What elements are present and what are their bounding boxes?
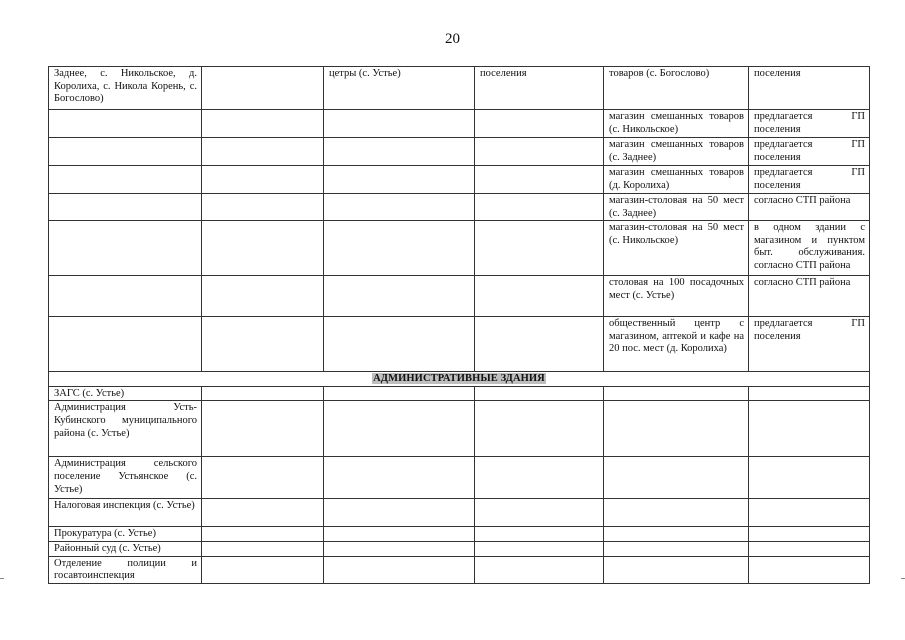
table-cell	[202, 110, 324, 138]
table-cell	[202, 457, 324, 499]
table-row	[49, 386, 870, 401]
table-cell	[49, 138, 202, 166]
table-cell: магазин-столовая на 50 мест (с. Заднее)	[604, 194, 749, 221]
table-cell	[604, 499, 749, 527]
table-cell	[324, 541, 475, 556]
table-cell: общественный центр с магазином, аптекой и кафе на 20 пос. мест (д. Королиха)	[604, 317, 749, 372]
table-cell	[324, 276, 475, 317]
table-cell	[475, 527, 604, 542]
table-section	[49, 372, 870, 387]
table-cell	[604, 401, 749, 457]
table-cell	[324, 401, 475, 457]
table-cell	[475, 166, 604, 194]
table-cell: предлагается ГП поселения	[749, 138, 870, 166]
table-cell: Заднее, с. Никольское, д. Королиха, с. Никола Корень, с. Богослово)	[49, 67, 202, 110]
table-row	[49, 401, 870, 457]
table-row	[49, 67, 870, 110]
table-cell: Администрация Усть-Кубинского муниципального района (с. Устье)	[49, 401, 202, 457]
facilities-table	[48, 66, 870, 584]
table-cell: магазин-столовая на 50 мест (с. Никольское)	[604, 221, 749, 276]
table-row	[49, 527, 870, 542]
table-cell: предлагается ГП поселения	[749, 166, 870, 194]
table-cell	[604, 527, 749, 542]
table-cell: товаров (с. Богослово)	[604, 67, 749, 110]
table-row	[49, 110, 870, 138]
table-cell: столовая на 100 посадочных мест (с. Устье)	[604, 276, 749, 317]
table-cell: Администрация сельского поселение Устьянское (с. Устье)	[49, 457, 202, 499]
section-title: АДМИНИСТРАТИВНЫЕ ЗДАНИЯ	[373, 373, 545, 385]
table-cell	[324, 457, 475, 499]
section-row	[49, 372, 870, 387]
table-cell	[49, 276, 202, 317]
table-row	[49, 541, 870, 556]
table-row	[49, 221, 870, 276]
table-row	[49, 166, 870, 194]
table-cell: магазин смешанных товаров (д. Королиха)	[604, 166, 749, 194]
table-cell	[604, 457, 749, 499]
table-cell	[475, 276, 604, 317]
table-cell	[475, 457, 604, 499]
table-cell	[324, 386, 475, 401]
table-cell	[749, 527, 870, 542]
table-cell: Отделение полиции и госавтоинспекция	[49, 556, 202, 583]
table-cell: поселения	[749, 67, 870, 110]
table-cell	[202, 317, 324, 372]
table-cell	[475, 386, 604, 401]
table-cell	[749, 401, 870, 457]
table-cell	[202, 67, 324, 110]
table-cell	[324, 194, 475, 221]
table-row	[49, 499, 870, 527]
table-cell: согласно СТП района	[749, 276, 870, 317]
page-number: 20	[445, 31, 460, 47]
margin-mark-left	[0, 578, 4, 579]
table-cell	[604, 386, 749, 401]
table-cell	[202, 401, 324, 457]
table-cell	[202, 138, 324, 166]
table-row	[49, 317, 870, 372]
table-cell	[324, 110, 475, 138]
table-cell: Прокуратура (с. Устье)	[49, 527, 202, 542]
table-cell	[749, 556, 870, 583]
table-cell	[202, 166, 324, 194]
table-cell: предлагается ГП поселения	[749, 110, 870, 138]
table-row	[49, 276, 870, 317]
table-cell: Районный суд (с. Устье)	[49, 541, 202, 556]
table-cell: магазин смешанных товаров (с. Никольское)	[604, 110, 749, 138]
table-cell	[324, 499, 475, 527]
table-cell	[202, 499, 324, 527]
table-cell: цетры (с. Устье)	[324, 67, 475, 110]
table-cell	[49, 110, 202, 138]
table-cell	[49, 166, 202, 194]
table-cell	[202, 386, 324, 401]
table-row	[49, 194, 870, 221]
table-cell	[324, 556, 475, 583]
table-cell: поселения	[475, 67, 604, 110]
section-cell	[49, 372, 870, 387]
table-cell	[202, 276, 324, 317]
table-cell	[324, 221, 475, 276]
table-cell	[324, 138, 475, 166]
table-cell	[475, 556, 604, 583]
table-cell	[475, 499, 604, 527]
table-cell	[49, 194, 202, 221]
table-cell	[749, 457, 870, 499]
table-cell	[604, 541, 749, 556]
table-cell: в одном здании с магазином и пунктом быт. обслуживания. согласно СТП района	[749, 221, 870, 276]
table-cell: магазин смешанных товаров (с. Заднее)	[604, 138, 749, 166]
table-cell	[604, 556, 749, 583]
table-cell	[475, 221, 604, 276]
table-cell	[202, 221, 324, 276]
table-cell	[324, 317, 475, 372]
table-cell: ЗАГС (с. Устье)	[49, 386, 202, 401]
table-body-bottom	[49, 386, 870, 583]
table-cell	[749, 541, 870, 556]
table-cell: Налоговая инспекция (с. Устье)	[49, 499, 202, 527]
table-cell	[324, 166, 475, 194]
table-body-top	[49, 67, 870, 372]
table-cell	[202, 541, 324, 556]
table-cell	[475, 194, 604, 221]
table-row	[49, 556, 870, 583]
table-cell	[475, 401, 604, 457]
table-cell	[49, 221, 202, 276]
table-cell	[49, 317, 202, 372]
table-cell	[749, 386, 870, 401]
margin-mark-right	[901, 578, 905, 579]
table-cell	[324, 527, 475, 542]
table-row	[49, 138, 870, 166]
table-cell	[475, 110, 604, 138]
table-cell	[475, 138, 604, 166]
table-row	[49, 457, 870, 499]
table-cell: согласно СТП района	[749, 194, 870, 221]
table-cell	[749, 499, 870, 527]
table-cell	[475, 541, 604, 556]
table-cell	[202, 194, 324, 221]
table-cell	[202, 556, 324, 583]
table-cell: предлагается ГП поселения	[749, 317, 870, 372]
table-cell	[202, 527, 324, 542]
table-cell	[475, 317, 604, 372]
